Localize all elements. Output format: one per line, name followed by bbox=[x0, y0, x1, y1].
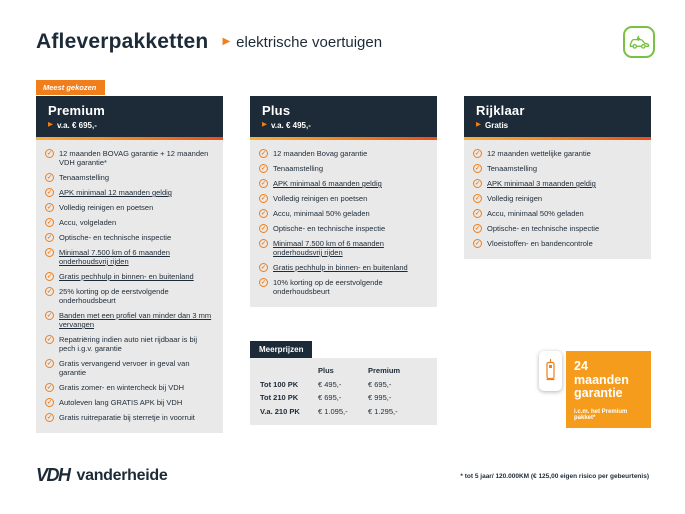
card-header bbox=[36, 96, 223, 137]
feature-item bbox=[45, 218, 214, 227]
feature-text[interactable]: Gratis pechhulp in binnen- en buitenland bbox=[273, 263, 408, 272]
feature-item bbox=[259, 209, 428, 218]
feature-item bbox=[259, 239, 428, 257]
package-price-row bbox=[48, 121, 211, 130]
check-icon: ✓ bbox=[46, 235, 53, 241]
check-icon: ✓ bbox=[260, 280, 267, 286]
check-icon: ✓ bbox=[474, 151, 481, 157]
feature-item bbox=[45, 335, 214, 353]
page-title: Afleverpakketten bbox=[36, 30, 209, 53]
feature-item bbox=[45, 413, 214, 422]
feature-item bbox=[473, 149, 642, 158]
check-icon: ✓ bbox=[46, 205, 53, 211]
feature-text: 10% korting op de eerstvolgende onderhoudsbeurt bbox=[273, 278, 383, 296]
feature-item bbox=[45, 398, 214, 407]
feature-text: Accu, minimaal 50% geladen bbox=[273, 209, 370, 218]
feature-text: Gratis zomer- en wintercheck bij VDH bbox=[59, 383, 185, 392]
price-cell-premium: € 695,- bbox=[368, 379, 392, 389]
price-table-header bbox=[260, 366, 427, 375]
feature-item bbox=[45, 233, 214, 242]
check-icon: ✓ bbox=[474, 166, 481, 172]
page-subtitle: elektrische voertuigen bbox=[236, 33, 383, 51]
feature-text: 12 maanden Bovag garantie bbox=[273, 149, 368, 158]
feature-text: Optische- en technische inspectie bbox=[487, 224, 600, 233]
feature-item bbox=[45, 173, 214, 182]
brand-name: vanderheide bbox=[76, 466, 168, 484]
guarantee-section bbox=[464, 351, 651, 428]
check-icon: ✓ bbox=[260, 226, 267, 232]
feature-text[interactable]: APK minimaal 12 maanden geldig bbox=[59, 188, 172, 197]
price-cell-plus: € 1.095,- bbox=[318, 406, 348, 416]
feature-item bbox=[473, 179, 642, 188]
price-row bbox=[260, 380, 427, 389]
arrow-icon: ▶ bbox=[48, 121, 53, 129]
package-column-premium bbox=[36, 96, 223, 433]
feature-text: Volledig reinigen bbox=[487, 194, 543, 203]
package-price-row bbox=[476, 121, 639, 130]
package-price: v.a. € 695,- bbox=[57, 121, 97, 130]
check-icon: ✓ bbox=[46, 220, 53, 226]
feature-text[interactable]: Gratis pechhulp in binnen- en buitenland bbox=[59, 272, 194, 281]
price-cell-plus: € 495,- bbox=[318, 379, 342, 389]
package-cards bbox=[36, 96, 651, 433]
feature-text: Autoleven lang GRATIS APK bij VDH bbox=[59, 398, 183, 407]
feature-item bbox=[45, 311, 214, 329]
most-chosen-badge: Meest gekozen bbox=[36, 80, 105, 95]
feature-text: Accu, minimaal 50% geladen bbox=[487, 209, 584, 218]
check-icon: ✓ bbox=[260, 265, 267, 271]
check-icon: ✓ bbox=[260, 241, 267, 247]
guarantee-sub: i.c.m. het Premium pakket* bbox=[574, 408, 628, 421]
price-row-label: Tot 210 PK bbox=[260, 393, 299, 402]
price-header-plus: Plus bbox=[318, 366, 334, 375]
check-icon: ✓ bbox=[46, 190, 53, 196]
feature-text: Vloeistoffen- en bandencontrole bbox=[487, 239, 593, 248]
feature-item bbox=[259, 149, 428, 158]
check-icon: ✓ bbox=[474, 241, 481, 247]
feature-text: 12 maanden wettelijke garantie bbox=[487, 149, 591, 158]
check-icon: ✓ bbox=[46, 274, 53, 280]
guarantee-line1: 24 maanden bbox=[574, 359, 629, 387]
feature-list bbox=[464, 140, 651, 259]
feature-item bbox=[45, 149, 214, 167]
feature-item bbox=[45, 272, 214, 281]
package-name: Rijklaar bbox=[476, 103, 525, 118]
price-row-label: Tot 100 PK bbox=[260, 379, 299, 389]
check-icon: ✓ bbox=[474, 181, 481, 187]
feature-text[interactable]: APK minimaal 3 maanden geldig bbox=[487, 179, 596, 188]
charging-station-icon bbox=[539, 351, 562, 391]
check-icon: ✓ bbox=[46, 361, 53, 367]
arrow-icon: ▶ bbox=[262, 121, 267, 129]
feature-text: Tenaamstelling bbox=[59, 173, 110, 182]
feature-text: Gratis ruitreparatie bij sterretje in voorruit bbox=[59, 413, 195, 422]
feature-item bbox=[259, 194, 428, 203]
feature-text: Tenaamstelling bbox=[273, 164, 324, 173]
electric-car-glyph bbox=[629, 35, 650, 50]
feature-item bbox=[259, 278, 428, 296]
price-row-label: V.a. 210 PK bbox=[260, 406, 300, 416]
feature-item bbox=[45, 203, 214, 212]
package-card bbox=[250, 96, 437, 307]
price-header-spacer bbox=[260, 366, 318, 375]
feature-text[interactable]: Minimaal 7.500 km of 6 maanden onderhoudsvrij rijden bbox=[273, 239, 384, 257]
feature-text: Accu, volgeladen bbox=[59, 218, 117, 227]
charging-station-glyph bbox=[545, 358, 556, 384]
feature-item bbox=[259, 263, 428, 272]
card-header bbox=[464, 96, 651, 137]
card-header bbox=[250, 96, 437, 137]
check-icon: ✓ bbox=[46, 151, 53, 157]
package-price: Gratis bbox=[485, 121, 509, 130]
check-icon: ✓ bbox=[46, 289, 53, 295]
package-name: Premium bbox=[48, 103, 106, 118]
feature-text[interactable]: Banden met een profiel van minder dan 3 mm vervangen bbox=[59, 311, 212, 329]
package-card bbox=[36, 96, 223, 433]
feature-item bbox=[45, 359, 214, 377]
check-icon: ✓ bbox=[46, 400, 53, 406]
price-header-premium: Premium bbox=[368, 366, 401, 375]
price-rows bbox=[260, 380, 427, 416]
feature-text: Repatriëring indien auto niet rijdbaar is bij pech i.g.v. garantie bbox=[59, 335, 197, 353]
check-icon: ✓ bbox=[474, 226, 481, 232]
package-price: v.a. € 495,- bbox=[271, 121, 311, 130]
feature-text: Volledig reinigen en poetsen bbox=[59, 203, 154, 212]
page-subtitle-wrap bbox=[222, 34, 382, 51]
feature-text[interactable]: Minimaal 7.500 km of 6 maanden onderhoudsvrij rijden bbox=[59, 248, 170, 266]
feature-list bbox=[36, 140, 223, 433]
price-row bbox=[260, 407, 427, 416]
feature-text: Tenaamstelling bbox=[487, 164, 538, 173]
check-icon: ✓ bbox=[46, 415, 53, 421]
check-icon: ✓ bbox=[46, 385, 53, 391]
page-header bbox=[36, 30, 382, 54]
feature-text: 25% korting op de eerstvolgende onderhoudsbeurt bbox=[59, 287, 169, 305]
meerprijzen-section bbox=[250, 339, 437, 425]
package-column-plus bbox=[250, 96, 437, 425]
feature-text: Optische- en technische inspectie bbox=[273, 224, 386, 233]
price-cell-premium: € 1.295,- bbox=[368, 406, 398, 416]
feature-text[interactable]: APK minimaal 6 maanden geldig bbox=[273, 179, 382, 188]
check-icon: ✓ bbox=[260, 211, 267, 217]
check-icon: ✓ bbox=[260, 181, 267, 187]
check-icon: ✓ bbox=[260, 151, 267, 157]
check-icon: ✓ bbox=[46, 313, 53, 319]
package-price-row bbox=[262, 121, 425, 130]
vdh-logo-icon: VDH bbox=[36, 465, 70, 485]
package-name: Plus bbox=[262, 103, 291, 118]
check-icon: ✓ bbox=[260, 196, 267, 202]
guarantee-box bbox=[566, 351, 651, 428]
feature-list bbox=[250, 140, 437, 307]
check-icon: ✓ bbox=[260, 166, 267, 172]
feature-item bbox=[473, 224, 642, 233]
feature-item bbox=[45, 188, 214, 197]
price-row bbox=[260, 393, 427, 402]
meerprijzen-title: Meerprijzen bbox=[250, 341, 312, 358]
price-table bbox=[250, 358, 437, 425]
feature-item bbox=[259, 224, 428, 233]
feature-item bbox=[473, 194, 642, 203]
check-icon: ✓ bbox=[46, 175, 53, 181]
feature-text: Volledig reinigen en poetsen bbox=[273, 194, 368, 203]
feature-item bbox=[473, 239, 642, 248]
electric-car-icon[interactable] bbox=[623, 26, 655, 58]
feature-text: Gratis vervangend vervoer in geval van garantie bbox=[59, 359, 190, 377]
price-cell-plus: € 695,- bbox=[318, 393, 342, 402]
feature-item bbox=[259, 164, 428, 173]
package-card bbox=[464, 96, 651, 259]
arrow-icon: ▶ bbox=[222, 36, 231, 47]
check-icon: ✓ bbox=[46, 337, 53, 343]
feature-item bbox=[259, 179, 428, 188]
feature-text: Optische- en technische inspectie bbox=[59, 233, 172, 242]
check-icon: ✓ bbox=[474, 211, 481, 217]
check-icon: ✓ bbox=[474, 196, 481, 202]
feature-item bbox=[473, 209, 642, 218]
brand-logo bbox=[36, 465, 167, 486]
footnote: * tot 5 jaar/ 120.000KM (€ 125,00 eigen risico per gebeurtenis) bbox=[460, 473, 649, 480]
feature-item bbox=[45, 287, 214, 305]
arrow-icon: ▶ bbox=[476, 121, 481, 129]
package-column-rijklaar bbox=[464, 96, 651, 428]
feature-item bbox=[45, 248, 214, 266]
check-icon: ✓ bbox=[46, 250, 53, 256]
price-cell-premium: € 995,- bbox=[368, 393, 392, 402]
feature-item bbox=[45, 383, 214, 392]
feature-item bbox=[473, 164, 642, 173]
feature-text: 12 maanden BOVAG garantie + 12 maanden VDH garantie* bbox=[59, 149, 209, 167]
guarantee-line2: garantie bbox=[574, 386, 623, 400]
